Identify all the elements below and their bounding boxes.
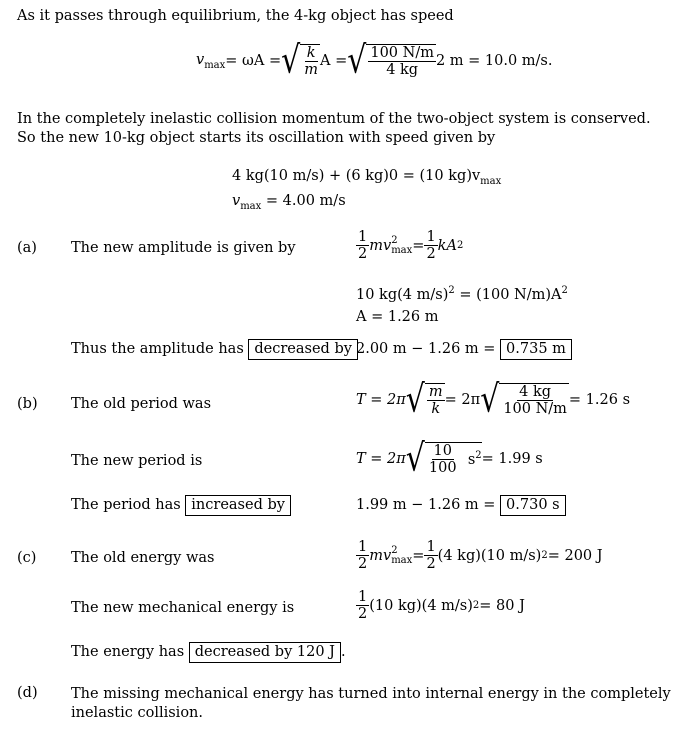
- part-c-line3: The energy has decreased by 120 J .: [71, 642, 346, 663]
- equation-period-change: 1.99 m − 1.26 m = 0.730 s: [356, 495, 566, 516]
- label-a: (a): [17, 240, 37, 256]
- equation-amplitude-result: A = 1.26 m: [356, 309, 439, 325]
- equation-old-period: T = 2π √ $\frac{m}{k}$ = 2π √ $\frac{4 kg}{100 N/m}$ = 1.26 s: [356, 377, 631, 422]
- part-c-line2: The new mechanical energy is: [71, 600, 295, 616]
- label-b: (b): [17, 396, 38, 412]
- part-a-line1: The new amplitude is given by: [71, 240, 296, 256]
- part-b-line2: The new period is: [71, 453, 203, 469]
- part-b-line1: The old period was: [71, 396, 212, 412]
- part-d-text: The missing mechanical energy has turned into internal energy in the completely inelastic collision.: [71, 686, 671, 721]
- equation-energy-balance: $\frac{1}{2}$ mv 2 max = $\frac{1}{2}$ kA 2: [358, 229, 464, 262]
- label-d: (d): [17, 685, 38, 701]
- collision-text: In the completely inelastic collision momentum of the two-object system is conserved. So the new 10-kg object starts its oscillation with speed given by: [17, 111, 651, 146]
- equation-amplitude: 10 kg(4 m/s)$^2$ = (100 $N/m)A^2$: [356, 285, 568, 303]
- part-a-line2: Thus the amplitude has decreased by: [71, 339, 358, 360]
- equation-momentum: 4 kg(10 m/s) + (6 kg)0 = (10 $kg)v_{max}$: [232, 168, 502, 187]
- equation-old-energy: $\frac{1}{2}$ mv 2 max = $\frac{1}{2}$ (4 kg)(10 m/s) 2 = 200 J: [358, 539, 603, 572]
- equation-new-energy: $\frac{1}{2}$ (10 kg)(4 m/s) 2 = 80 J: [358, 589, 525, 622]
- label-c: (c): [17, 550, 37, 566]
- part-b-line3: The period has increased by: [71, 495, 291, 516]
- equation-new-period: T = 2π √ $\frac{10}{100}$ $s^2$ = 1.99 s: [356, 436, 543, 481]
- equation-vmax-result: $v_{max} = 4.00$ m/s: [232, 193, 346, 212]
- intro-text: As it passes through equilibrium, the 4-kg object has speed: [17, 8, 454, 24]
- part-c-line1: The old energy was: [71, 550, 215, 566]
- equation-vmax: $v_{max}$ = ωA = √ $\frac{k}{m}$ A = √ $\frac{100 N/m}{4 kg}$ 2 m = 10.0 m/s.: [196, 38, 553, 83]
- equation-amplitude-change: 2.00 m − 1.26 m = 0.735 m: [356, 339, 572, 360]
